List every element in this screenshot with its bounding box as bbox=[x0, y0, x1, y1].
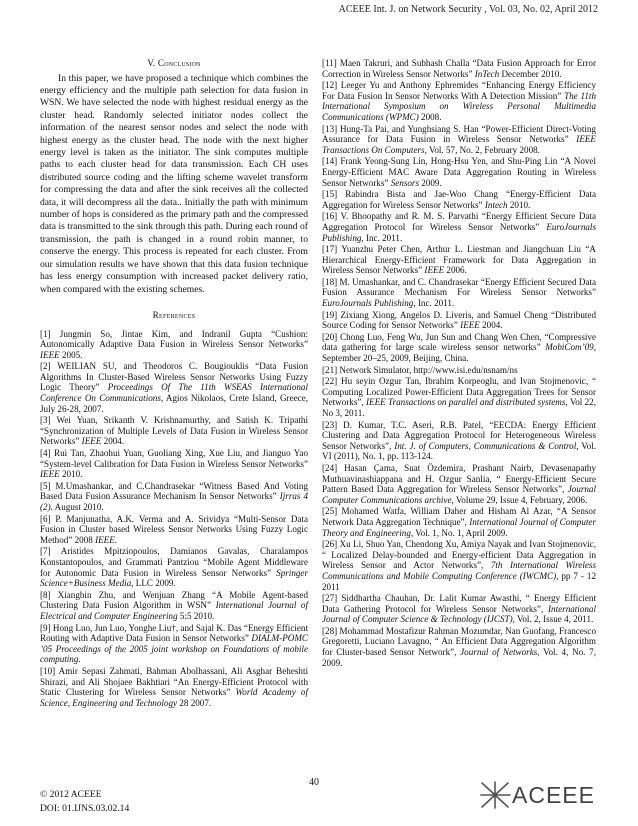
doi: DOI: 01.IJNS.03.02.14 bbox=[40, 803, 130, 814]
reference-text: [4] Rui Tan, Zhaohui Yuan, Guoliang Xing, Xue Liu, and Jianguo Yao “System-level Calibration for Data Fusion in Wireless Sensor Networks” bbox=[40, 448, 308, 469]
reference-item bbox=[322, 593, 596, 625]
reference-venue: International Journal of Computer Science & Technology (IJCST) bbox=[322, 603, 597, 625]
reference-text: [28] Mohammad Mostafizur Rahman Mozumdar, Nan Guofang, Francesco Gregoretti, Luciano Lavagno, “ An Efficient Data Aggregation Algorithm for Cluster-based Sensor Network”, bbox=[322, 625, 596, 658]
reference-text: [9] Hong Luo, Jun Luo, Yonghe Liu†, and Sajal K. Das “Energy Efficient Routing with Adaptive Data Fusion in Sensor Networks” bbox=[40, 622, 308, 644]
reference-text: [12] Leeger Yu and Anthony Ephremides “Enhancing Energy Efficiency For Data Fusion In Sensor Networks With A Detection Mission” bbox=[322, 80, 596, 101]
reference-text: [7] Aristides Mpitziopoulos, Damianos Gavalas, Charalampos Konstantopoulos, and Grammati Pantziou “Mobile Agent Middleware for Autonomic Data Fusion in Wireless Sensor Networks” bbox=[40, 546, 308, 578]
reference-item bbox=[40, 546, 308, 588]
reference-tail: 28 2007. bbox=[177, 697, 212, 708]
reference-venue: 7th International Wireless Communications and Mobile Computing Conference (IWCMC) bbox=[322, 560, 596, 581]
page-number: 40 bbox=[309, 777, 319, 788]
reference-item bbox=[322, 332, 596, 364]
reference-venue: EuroJournals Publishing bbox=[322, 298, 414, 309]
reference-venue: IEEE bbox=[79, 436, 102, 447]
reference-venue: Intech bbox=[482, 199, 508, 210]
reference-venue: InTech bbox=[472, 68, 500, 79]
reference-venue: Proceedings Of The 11th WSEAS International Conference On Communications bbox=[40, 382, 308, 404]
references-title: References bbox=[152, 309, 196, 320]
logo-star-icon bbox=[478, 780, 512, 810]
reference-venue: Int. J. of Computers, Communications & Control bbox=[391, 440, 577, 451]
reference-text: [20] Chong Luo, Feng Wu, Jun Sun and Chang Wen Chen, “Compressive data gathering for large scale wireless sensor networks” bbox=[322, 331, 596, 353]
reference-venue: IEEE bbox=[457, 320, 480, 331]
reference-text: [23] D. Kumar, T.C. Aseri, R.B. Patel, “EECDA: Energy Efficient Clustering and Data Aggregation Protocol for Heterogeneous Wireless Sensor Networks”, bbox=[322, 419, 596, 451]
reference-item bbox=[322, 463, 596, 505]
reference-tail: 2008. bbox=[418, 111, 442, 122]
reference-item bbox=[322, 310, 596, 331]
reference-text: [15] Rabindra Bista and Jae-Woo Chang “Energy-Efficient Data Aggregation for Wireless Sensor Networks” bbox=[322, 189, 596, 210]
references-list-right bbox=[322, 58, 596, 668]
aceee-logo bbox=[478, 780, 598, 810]
reference-tail: . bbox=[114, 534, 118, 545]
reference-item bbox=[322, 365, 596, 376]
reference-venue: Springer Science+Business Media bbox=[40, 567, 308, 589]
reference-item bbox=[322, 80, 596, 122]
reference-item bbox=[322, 156, 596, 188]
reference-item bbox=[40, 415, 308, 447]
reference-text: [25] Mohamed Watfa, William Daher and Hisham Al Azar, “A Sensor Network Data Aggregation Technique”, bbox=[322, 506, 596, 527]
left-column bbox=[40, 58, 308, 709]
reference-venue: MobiCom’09 bbox=[540, 342, 594, 353]
reference-text: [16] V. Bhoopathy and R. M. S. Parvathi “Energy Efficient Secure Data Aggregation Protocol for Wireless Sensor Networks” bbox=[322, 211, 596, 232]
reference-tail: , Agios Nikolaos, Crete Island, Greece, July 26-28, 2007. bbox=[40, 393, 308, 414]
reference-item bbox=[322, 539, 596, 592]
journal-header: ACEEE Int. J. on Network Security , Vol. 03, No. 02, April 2012 bbox=[338, 4, 598, 15]
reference-tail: , Inc. 2011. bbox=[413, 298, 455, 309]
reference-venue: The 11th International Symposium on Wireless Personal Multimedia Communications (WPMC) bbox=[322, 90, 596, 122]
reference-item bbox=[322, 211, 596, 243]
reference-item bbox=[322, 277, 596, 309]
reference-tail: 2009. bbox=[419, 177, 442, 188]
reference-item bbox=[40, 361, 308, 414]
reference-text: [2] WEILIAN SU, and Theodoros C. Bougiouklis “Data Fusion Algorithms In Cluster-Based Wireless Sensor Networks Using Fuzzy Logic Theory” bbox=[40, 361, 308, 393]
reference-text: [13] Hung-Ta Pai, and Yunghsiang S. Han “Power-Efficient Direct-Voting Assurance for Data Fusion in Wireless Sensor Networks” bbox=[322, 123, 596, 145]
reference-text: [18] M. Umashankar, and C. Chandrasekar “Energy Efficient Secured Data Fusion Assurance Mechanism For Wireless Sensor Networks” bbox=[322, 276, 596, 298]
reference-tail: 2004. bbox=[479, 320, 503, 331]
reference-venue: IEEE bbox=[422, 265, 445, 276]
copyright: © 2012 ACEEE bbox=[40, 789, 102, 800]
reference-venue: International Journal of Electrical and Computer Engineering bbox=[40, 600, 308, 621]
reference-tail: , pp 7 - 12 2011 bbox=[322, 570, 596, 592]
reference-item bbox=[322, 189, 596, 210]
reference-text: [1] Jungmin So, Jintae Kim, and Indranil Gupta “Cushion: Autonomically Adaptive Data Fusion in Wireless Sensor Networks” bbox=[40, 328, 308, 350]
reference-item bbox=[322, 244, 596, 276]
reference-item bbox=[322, 506, 596, 538]
reference-tail: , Vol 22, No 3, 2011. bbox=[322, 397, 596, 418]
logo-text: ACEEE bbox=[512, 781, 595, 808]
reference-tail: , Vol. 1, No. 1, April 2009. bbox=[410, 527, 508, 538]
reference-tail: . August 2010. bbox=[50, 502, 104, 512]
reference-venue: IEEE bbox=[40, 469, 60, 480]
reference-venue: EuroJournals Publishing bbox=[322, 221, 596, 243]
reference-text: [8] Xiangbin Zhu, and Wenjuan Zhang “A Mobile Agent-based Clustering Data Fusion Algorithm in WSN” bbox=[40, 589, 308, 611]
reference-item bbox=[322, 376, 596, 418]
reference-item bbox=[322, 626, 596, 668]
reference-tail: 2010. bbox=[507, 199, 531, 210]
reference-tail: 2005. bbox=[59, 349, 83, 360]
reference-text: [27] Siddhartha Chauhan, Dr. Lalit Kumar Awasthi, “ Energy Efficient Data Gathering Protocol for Wireless Sensor Networks”, bbox=[322, 593, 596, 614]
reference-venue: DIALM-POMC ’05 Proceedings of the 2005 joint workshop on Foundations of mobile computing bbox=[40, 633, 308, 665]
reference-text: [17] Yuanzhu Peter Chen, Arthur L. Liestman and Jiangchuan Liu “A Hierarchical Energy-Efficient Framework for Data Aggregation in Wireless Sensor Networks” bbox=[322, 244, 596, 276]
reference-tail: . bbox=[78, 654, 81, 665]
reference-tail: , September 20–25, 2009, Beijing, China. bbox=[322, 342, 596, 364]
reference-text: [11] Maen Takruri, and Subhash Challa “Data Fusion Approach for Error Correction in Wireless Sensor Networks” bbox=[322, 58, 596, 79]
reference-venue: Ijrras 4 (2) bbox=[40, 491, 309, 512]
reference-item bbox=[40, 448, 308, 480]
right-column bbox=[322, 58, 596, 669]
reference-tail: 2006. bbox=[444, 265, 467, 276]
references-list-left bbox=[40, 329, 308, 709]
reference-venue: IEEE bbox=[40, 349, 60, 360]
reference-venue: IEEE Transactions on parallel and distributed systems bbox=[363, 397, 566, 408]
reference-item bbox=[322, 124, 596, 156]
reference-item bbox=[40, 514, 308, 546]
reference-text: [19] Zixiang Xiong, Angelos D. Liveris, and Samuel Cheng “Distributed Source Coding for Sensor Networks” bbox=[322, 309, 596, 331]
reference-text: [3] Wei Yuan, Srikanth V. Krishnamurthy, and Satish K. Tripathi “Synchronization of Multiple Levels of Data Fusion in Wireless Sensor Networks” bbox=[40, 415, 308, 447]
reference-text: [6] P. Manjunatha, A.K. Verma and A. Srividya “Multi-Sensor Data Fusion in Cluster based Wireless Sensor Networks Using Fuzzy Logic Method” 2008 bbox=[40, 513, 308, 545]
reference-item bbox=[322, 420, 596, 462]
reference-item bbox=[40, 666, 308, 708]
reference-item bbox=[40, 623, 308, 665]
reference-text: [14] Frank Yeong-Sung Lin, Hong-Hsu Yen, and Shu-Ping Lin “A Novel Energy-Efficient MAC Aware Data Aggregation Routing in Wireless Sensor Networks” bbox=[322, 156, 596, 188]
reference-venue: Journal of Networks bbox=[456, 647, 538, 658]
reference-tail: , Vol. 4, No. 7, 2009. bbox=[322, 647, 596, 668]
reference-tail: , Vol. VI (2011), No. 1, pp. 113-124. bbox=[322, 440, 597, 462]
reference-venue: IEEE Transactions On Computers bbox=[322, 134, 596, 155]
reference-tail: , Vol. 2, Issue 4, 2011. bbox=[512, 614, 594, 625]
reference-tail: 2004. bbox=[101, 436, 125, 447]
reference-text: [5] M.Umashankar, and C.Chandrasekar “Witness Based And Voting Based Data Fusion Assurance Mechanism In Sensor Networks” bbox=[40, 480, 308, 502]
reference-venue: Sensors bbox=[388, 177, 420, 188]
reference-item bbox=[40, 590, 308, 622]
reference-item bbox=[40, 329, 308, 361]
reference-tail: , Vol. 57, No. 2, February 2008. bbox=[424, 144, 540, 155]
reference-item bbox=[40, 481, 308, 513]
reference-venue: IEEE bbox=[92, 534, 115, 545]
reference-venue: World Academy of Science, Engineering and Technology bbox=[40, 687, 308, 708]
reference-tail: , LLC 2009. bbox=[131, 578, 176, 589]
reference-text: [26] Xu Li, Shuo Yan, Chendong Xu, Amiya Nayak and Ivan Stojmenovic, “ Localized Delay-bounded and Energy-efficient Data Aggregation in Wireless Sensor and Actor Networks”, bbox=[322, 539, 596, 571]
conclusion-paragraph: In this paper, we have proposed a technique which combines the energy efficiency and the multiple path selection for data fusion in WSN. We have selected the node with highest residual energy as the cluster head. Randomly selected initiator nodes collect the information of the nearest sensor nodes and select the node with highest energy as the cluster head. The node with the next higher energy level is taken as the initiator. The sink computes multiple paths to each cluster head for data transmission. Each CH uses distributed source coding and the lifting scheme wavelet transform for compressing the data and after the sink receives all the collected data, it will decompress all the data.. Initially the path with minimum number of hops is considered as the primary path and the compressed data is transmitted to the sink through this path. During each round of transmission, the path is changed in a round robin manner, to conserve the energy. This process is repeated for each cluster. From our simulation results we have shown that this data fusion technique has less energy consumption with increased packet delivery ratio, when compared with the existing schemes. bbox=[40, 72, 308, 295]
reference-text: [24] Hasan Çama, Suat Özdemira, Prashant Nairb, Devasenapathy Muthuavinashiappana and H. Ozgur Sanlia, “ Energy-Efficient Secure Pattern Based Data Aggregation for Wireless Sensor Networks”, bbox=[322, 462, 596, 495]
reference-item bbox=[322, 58, 596, 79]
reference-tail: 5:5 2010. bbox=[177, 610, 215, 621]
reference-venue: International Journal of Computer Theory and Engineering bbox=[322, 516, 596, 538]
reference-text: [22] Hu seyin Ozgur Tan, Ibrahim Korpeoglu, and Ivan Stojmenovic, “ Computing Localized Power-Efficient Data Aggregation Trees for Sensor Networks”, bbox=[322, 376, 596, 408]
reference-venue: Journal Computer Communications archive bbox=[322, 484, 596, 505]
reference-text: [21] Network Simulator, http://www.isi.edu/nsnam/ns bbox=[322, 364, 518, 375]
reference-tail: 2010. bbox=[59, 469, 83, 480]
conclusion-title: V. Conclusion bbox=[147, 58, 201, 68]
reference-tail: , Volume 29, Issue 4, February, 2006. bbox=[451, 494, 588, 505]
reference-text: [10] Amir Sepasi Zahmati, Bahman Abolhassani, Ali Asghar Beheshti Shirazi, and Ali Shojaee Bakhtiari “An Energy-Efficient Protocol with Static Clustering for Wireless Sensor Networks” bbox=[40, 665, 308, 698]
reference-tail: December 2010. bbox=[499, 68, 562, 79]
reference-tail: , Inc. 2011. bbox=[361, 232, 403, 243]
